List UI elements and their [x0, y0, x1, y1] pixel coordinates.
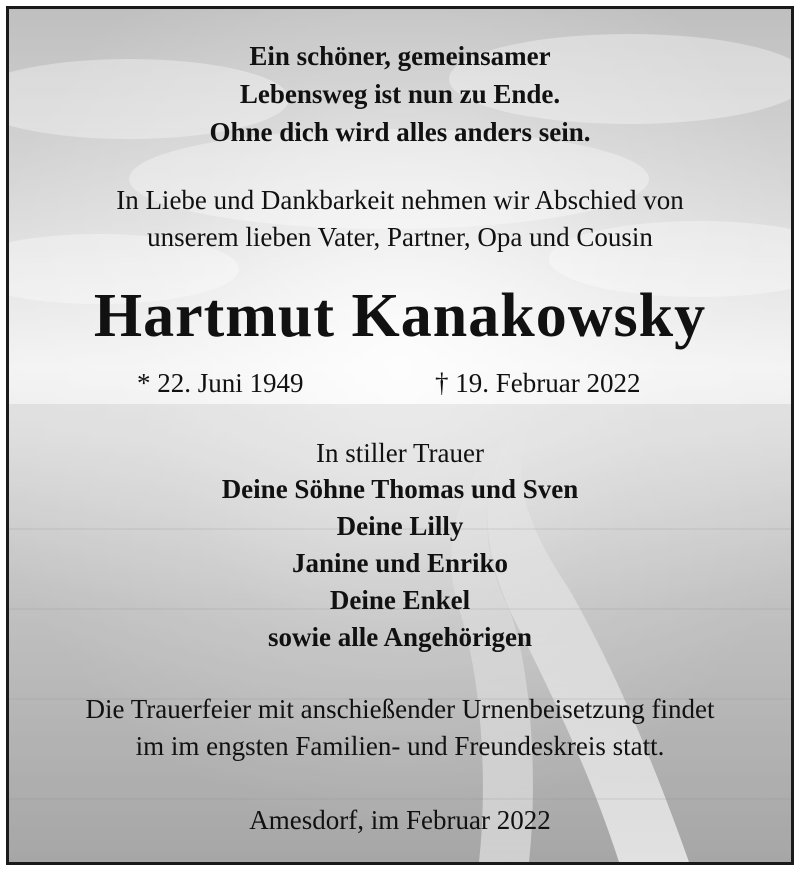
- mourner-name: Deine Söhne Thomas und Sven: [221, 474, 579, 504]
- mourner-name: sowie alle Angehörigen: [268, 622, 532, 652]
- verse-line-1: Ein schöner, gemeinsamer: [249, 41, 551, 71]
- verse-line-3: Ohne dich wird alles anders sein.: [209, 117, 591, 147]
- service-line-2: im im engsten Familien- und Freundeskreis statt.: [135, 731, 665, 761]
- mourning-heading: In stiller Trauer: [316, 438, 484, 468]
- service-line-1: Die Trauerfeier mit anschießender Urnenbeisetzung findet: [85, 694, 715, 724]
- mourner-name: Deine Lilly: [336, 511, 464, 541]
- mourner-name: Janine und Enriko: [291, 548, 509, 578]
- death-date: † 19. Februar 2022: [435, 368, 641, 398]
- verse-line-2: Lebensweg ist nun zu Ende.: [239, 79, 561, 109]
- mourner-name: Deine Enkel: [329, 585, 471, 615]
- intro-line-2: unserem lieben Vater, Partner, Opa und Cousin: [147, 222, 653, 252]
- place-and-date: Amesdorf, im Februar 2022: [249, 805, 551, 835]
- notice-text: [9, 9, 791, 862]
- obituary-notice: [6, 6, 794, 865]
- intro-line-1: In Liebe und Dankbarkeit nehmen wir Abschied von: [116, 185, 684, 215]
- deceased-name: Hartmut Kanakowsky: [93, 282, 707, 350]
- birth-date: * 22. Juni 1949: [137, 368, 304, 398]
